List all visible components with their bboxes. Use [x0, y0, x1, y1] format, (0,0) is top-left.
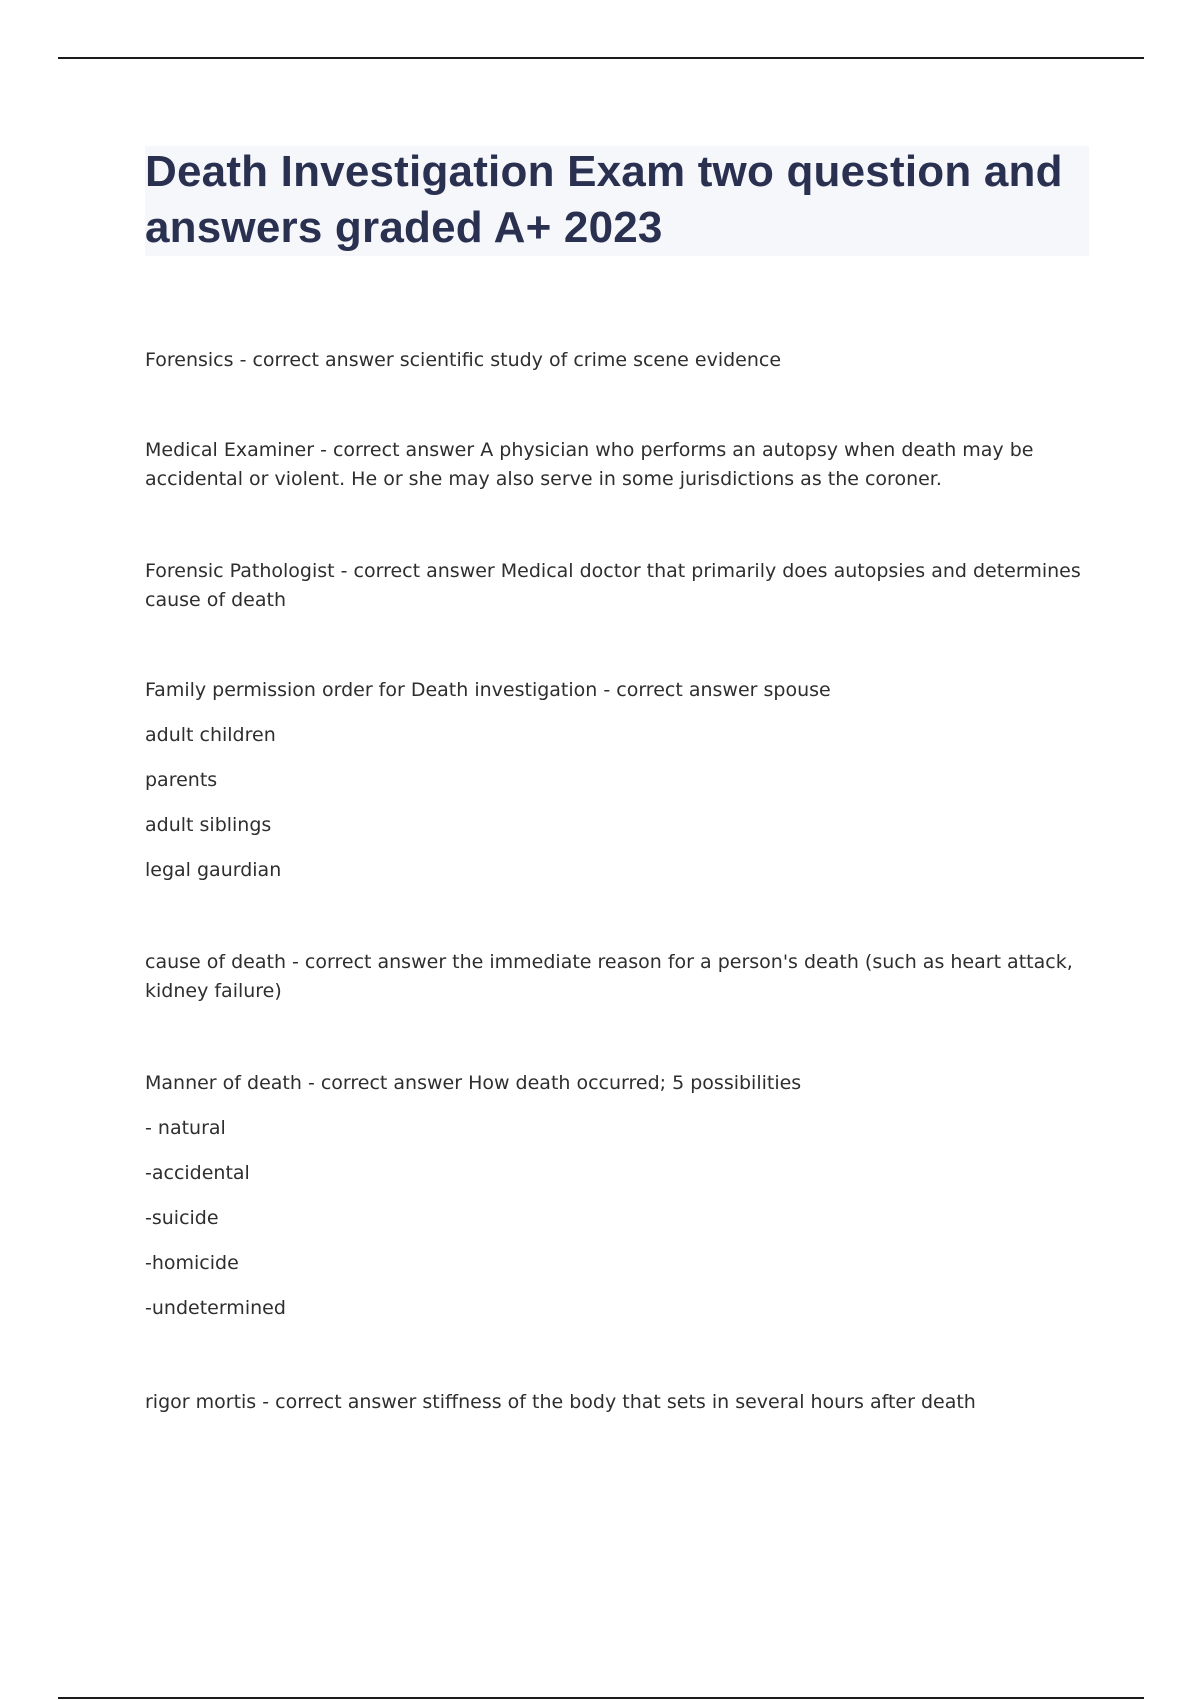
qa-line: Forensics - correct answer scientific study of crime scene evidence: [145, 349, 782, 371]
top-rule: [58, 57, 1144, 59]
qa-sub-line: -undetermined: [145, 1297, 286, 1319]
qa-sub-line: legal gaurdian: [145, 859, 282, 881]
qa-item-manner-of-death: [145, 1069, 1090, 1323]
qa-item-forensic-pathologist: [145, 557, 1090, 615]
title-block: [145, 146, 1089, 256]
qa-sub-line: adult children: [145, 724, 276, 746]
qa-item-cause-of-death: [145, 948, 1090, 1006]
bottom-rule: [58, 1697, 1144, 1699]
qa-line: rigor mortis - correct answer stiffness of the body that sets in several hours after death: [145, 1391, 976, 1413]
qa-item-family-permission: [145, 676, 1090, 885]
page-title: Death Investigation Exam two question and answers graded A+ 2023: [145, 147, 1063, 252]
qa-item-rigor-mortis: [145, 1388, 1090, 1417]
qa-line: Medical Examiner - correct answer A physician who performs an autopsy when death may be accidental or violent. He or she may also serve in some jurisdictions as the coroner.: [145, 439, 1034, 490]
qa-item-medical-examiner: [145, 436, 1090, 494]
qa-line: Manner of death - correct answer How death occurred; 5 possibilities: [145, 1072, 802, 1094]
qa-sub-line: -accidental: [145, 1162, 250, 1184]
qa-line: cause of death - correct answer the immediate reason for a person's death (such as heart attack, kidney failure): [145, 951, 1073, 1002]
qa-sub-line: -suicide: [145, 1207, 219, 1229]
qa-sub-line: adult siblings: [145, 814, 272, 836]
qa-line: Family permission order for Death investigation - correct answer spouse: [145, 679, 831, 701]
qa-sub-line: -homicide: [145, 1252, 239, 1274]
qa-sub-line: - natural: [145, 1117, 226, 1139]
qa-sub-line: parents: [145, 769, 218, 791]
qa-item-forensics: [145, 346, 1090, 375]
qa-line: Forensic Pathologist - correct answer Medical doctor that primarily does autopsies and determines cause of death: [145, 560, 1081, 611]
